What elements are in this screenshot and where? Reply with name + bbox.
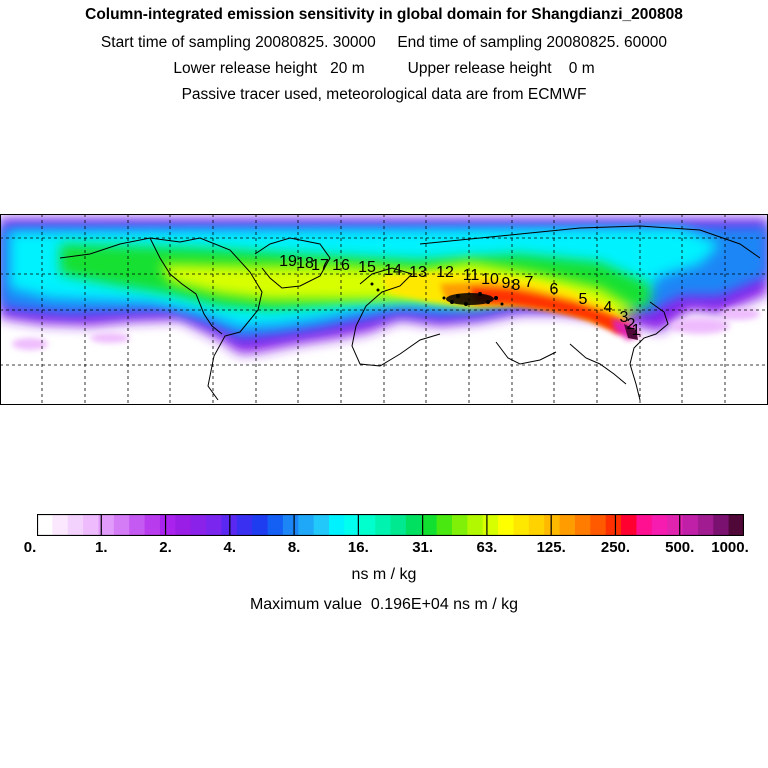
release-height-line: Lower release height 20 m Upper release height 0 m (173, 60, 595, 77)
colorbar-cell (360, 514, 376, 536)
colorbar-tick-label: 16. (347, 539, 369, 556)
colorbar-cell (667, 514, 683, 536)
trajectory-label: 13 (409, 264, 427, 281)
trajectory-label: 7 (524, 274, 534, 291)
colorbar-tick-label: 250. (600, 539, 631, 556)
colorbar-units: ns m / kg (351, 566, 417, 583)
colorbar-cell (529, 514, 545, 536)
colorbar-cell (590, 514, 606, 536)
tracer-info-line: Passive tracer used, meteorological data are from ECMWF (181, 86, 587, 103)
trajectory-label: 3 (619, 309, 629, 326)
colorbar-cell (421, 514, 437, 536)
colorbar-cell (406, 514, 422, 536)
trajectory-label: 17 (311, 257, 329, 274)
sampling-time-line: Start time of sampling 20080825. 30000 End time of sampling 20080825. 60000 (100, 34, 668, 51)
colorbar-tick-label: 8. (287, 539, 301, 556)
colorbar-tick-label: 4. (223, 539, 237, 556)
colorbar-cell (437, 514, 453, 536)
colorbar-cell (298, 514, 314, 536)
colorbar-cell (83, 514, 99, 536)
colorbar-cell (452, 514, 468, 536)
colorbar-tick-label: 125. (536, 539, 566, 556)
trajectory-label: 16 (332, 257, 350, 274)
colorbar-cell (114, 514, 130, 536)
emission-sensitivity-map (0, 214, 768, 405)
colorbar (37, 514, 744, 536)
trajectory-label: 15 (358, 259, 376, 276)
colorbar-cell (68, 514, 84, 536)
colorbar-cell (252, 514, 268, 536)
colorbar-cell (606, 514, 622, 536)
colorbar-cell (237, 514, 253, 536)
colorbar-cell (391, 514, 407, 536)
colorbar-cell (575, 514, 591, 536)
trajectory-label: 4 (603, 299, 613, 316)
trajectory-label: 8 (511, 277, 521, 294)
colorbar-cell (375, 514, 391, 536)
colorbar-cell (314, 514, 330, 536)
colorbar-cell (329, 514, 345, 536)
trajectory-label: 6 (549, 281, 559, 298)
colorbar-tick-label: 2. (159, 539, 172, 556)
colorbar-cell (713, 514, 729, 536)
trajectory-label: 9 (501, 275, 511, 292)
colorbar-cell (160, 514, 176, 536)
colorbar-cell (683, 514, 699, 536)
maximum-value: Maximum value 0.196E+04 ns m / kg (249, 596, 519, 613)
colorbar-cell (206, 514, 222, 536)
trajectory-label: 2 (626, 316, 636, 333)
trajectory-label: 5 (578, 291, 588, 308)
trajectory-label: 12 (436, 264, 454, 281)
colorbar-cell (544, 514, 560, 536)
colorbar-tick-label: 1. (95, 539, 108, 556)
colorbar-cell (729, 514, 744, 536)
colorbar-cell (483, 514, 499, 536)
colorbar-cell (191, 514, 207, 536)
colorbar-cell (268, 514, 284, 536)
colorbar-cell (129, 514, 145, 536)
colorbar-cell (175, 514, 191, 536)
colorbar-tick-label: 31. (412, 539, 434, 556)
trajectory-label: 11 (462, 267, 480, 284)
colorbar-cell (283, 514, 299, 536)
colorbar-cell (467, 514, 483, 536)
colorbar-tick-label: 1000. (711, 539, 749, 556)
colorbar-cell (37, 514, 53, 536)
colorbar-cell (513, 514, 529, 536)
colorbar-cell (621, 514, 637, 536)
colorbar-cell (652, 514, 668, 536)
colorbar-cell (52, 514, 68, 536)
colorbar-cell (698, 514, 714, 536)
trajectory-label: 18 (296, 255, 314, 272)
colorbar-tick-label: 63. (476, 539, 498, 556)
trajectory-label: 19 (279, 253, 297, 270)
colorbar-tick-label: 500. (665, 539, 695, 556)
trajectory-label: 14 (384, 262, 402, 279)
trajectory-label: 1 (631, 322, 641, 339)
colorbar-cell (145, 514, 161, 536)
colorbar-cell (636, 514, 652, 536)
map-title: Column-integrated emission sensitivity in global domain for Shangdianzi_200808 (85, 6, 683, 23)
colorbar-cell (560, 514, 576, 536)
colorbar-tick-label: 0. (23, 539, 37, 556)
colorbar-cell (498, 514, 514, 536)
trajectory-label: 10 (481, 271, 499, 288)
